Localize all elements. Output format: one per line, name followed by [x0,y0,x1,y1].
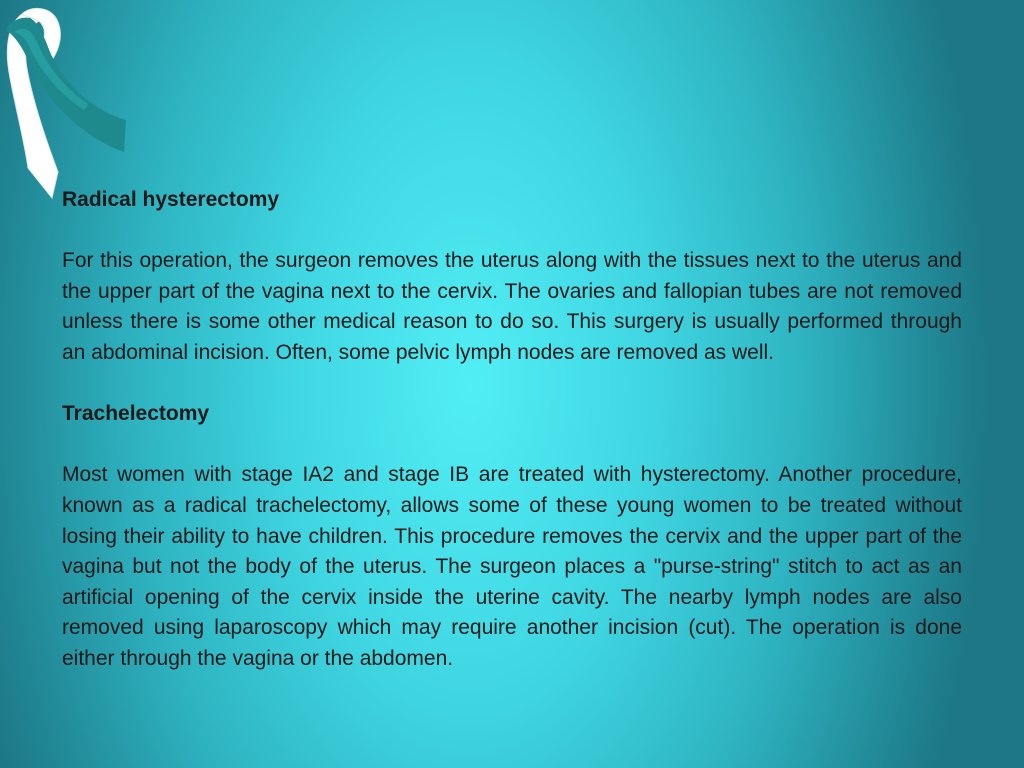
spacer [62,216,962,247]
section-body-trachelectomy: Most women with stage IA2 and stage IB are treated with hysterectomy. Another procedure, known as a radical trachelectomy, allows some of these young women to be treated without losing their ability to have children. This procedure removes the cervix and the upper part of the vagina but not the body of the uterus. The surgeon places a "purse-string" stitch to act as an artificial opening of the cervix inside the uterine cavity. The nearby lymph nodes are also removed using laparoscopy which may require another incision (cut). The operation is done either through the vagina or the abdomen. [62,463,962,670]
section-body-radical-hysterectomy: For this operation, the surgeon removes the uterus along with the tissues next to the uterus and the upper part of the vagina next to the cervix. The ovaries and fallopian tubes are not removed unless there is some other medical reason to do so. This surgery is usually performed through an abdominal incision. Often, some pelvic lymph nodes are removed as well. [62,249,962,364]
section-heading-trachelectomy: Trachelectomy [62,402,210,426]
slide-content [62,185,962,675]
section-heading-radical-hysterectomy: Radical hysterectomy [62,188,280,211]
spacer [62,430,962,461]
spacer [62,369,962,400]
awareness-ribbon-icon [0,0,140,205]
